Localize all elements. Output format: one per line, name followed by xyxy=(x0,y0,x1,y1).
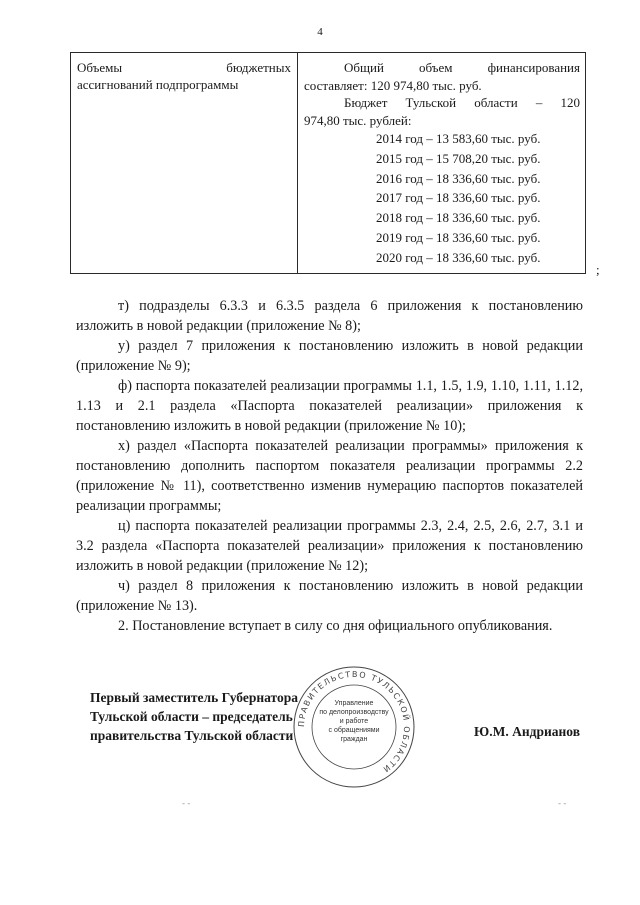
signature-block xyxy=(90,688,298,745)
budget-table xyxy=(70,52,586,274)
table-semicolon: ; xyxy=(596,262,600,277)
signature-line: Первый заместитель Губернатора xyxy=(90,690,298,705)
stamp-line: Управление xyxy=(334,700,374,707)
signatory-name: Ю.М. Андрианов xyxy=(474,724,580,739)
right-cell-line-4: 974,80 тыс. рублей: xyxy=(304,112,412,128)
table-left-cell xyxy=(77,59,291,93)
scan-mark: - - xyxy=(558,798,567,808)
paragraph: х) раздел «Паспорта показателей реализации программы» приложения к постановлению дополнить паспортом показателя реализации программы 2.2 (приложение № 11), соответственно изменив нумерацию паспортов показателей реализации программы; xyxy=(76,438,583,514)
paragraph: ц) паспорта показателей реализации программы 2.3, 2.4, 2.5, 2.6, 2.7, 3.1 и 3.2 раздела «Паспорта показателей реализации» приложения к постановлению изложить в новой редакции (приложение № 12); xyxy=(76,518,583,574)
paragraph: ч) раздел 8 приложения к постановлению изложить в новой редакции (приложение № 13). xyxy=(76,578,583,614)
year-row: 2020 год – 18 336,60 тыс. руб. xyxy=(376,249,541,265)
right-cell-line-2: составляет: 120 974,80 тыс. руб. xyxy=(304,77,482,93)
left-cell-word-2: бюджетных xyxy=(226,60,291,75)
left-cell-word-1: Объемы xyxy=(77,60,123,75)
page-number: 4 xyxy=(317,26,323,38)
signature-line: Тульской области – председатель xyxy=(90,709,293,724)
stamp-center-text xyxy=(318,699,390,744)
table-right-cell xyxy=(304,59,580,268)
year-row: 2015 год – 15 708,20 тыс. руб. xyxy=(376,150,541,166)
year-row: 2019 год – 18 336,60 тыс. руб. xyxy=(376,229,541,245)
right-cell-line-3: Бюджет Тульской области – 120 xyxy=(344,95,580,110)
paragraph: ф) паспорта показателей реализации программы 1.1, 1.5, 1.9, 1.10, 1.11, 1.12, 1.13 и 2.1 раздела «Паспорта показателей реализации» приложения к постановлению изложить в новой редакции (приложение № 10); xyxy=(76,378,583,434)
scan-mark: - - xyxy=(182,798,191,808)
left-cell-line-2: ассигнований подпрограммы xyxy=(77,77,239,92)
right-cell-line-1: Общий объем финансирования xyxy=(344,60,580,75)
year-row: 2018 год – 18 336,60 тыс. руб. xyxy=(376,210,541,226)
paragraph: 2. Постановление вступает в силу со дня официального опубликования. xyxy=(118,618,553,634)
stamp-line: с обращениями xyxy=(328,727,380,734)
year-row: 2016 год – 18 336,60 тыс. руб. xyxy=(376,170,541,186)
stamp-line: и работе xyxy=(339,718,369,725)
stamp-line: по делопроизводству xyxy=(319,709,389,716)
year-row: 2014 год – 13 583,60 тыс. руб. xyxy=(376,131,541,146)
signature-line: правительства Тульской области xyxy=(90,728,294,743)
stamp-ring-text: ПРАВИТЕЛЬСТВО ТУЛЬСКОЙ ОБЛАСТИ xyxy=(296,669,412,775)
paragraph: т) подразделы 6.3.3 и 6.3.5 раздела 6 приложения к постановлению изложить в новой редакции (приложение № 8); xyxy=(76,298,583,334)
paragraph: у) раздел 7 приложения к постановлению изложить в новой редакции (приложение № 9); xyxy=(76,338,583,374)
body-text xyxy=(76,296,583,636)
year-row: 2017 год – 18 336,60 тыс. руб. xyxy=(376,190,541,206)
table-column-divider xyxy=(297,53,298,273)
stamp-line: граждан xyxy=(340,736,368,743)
